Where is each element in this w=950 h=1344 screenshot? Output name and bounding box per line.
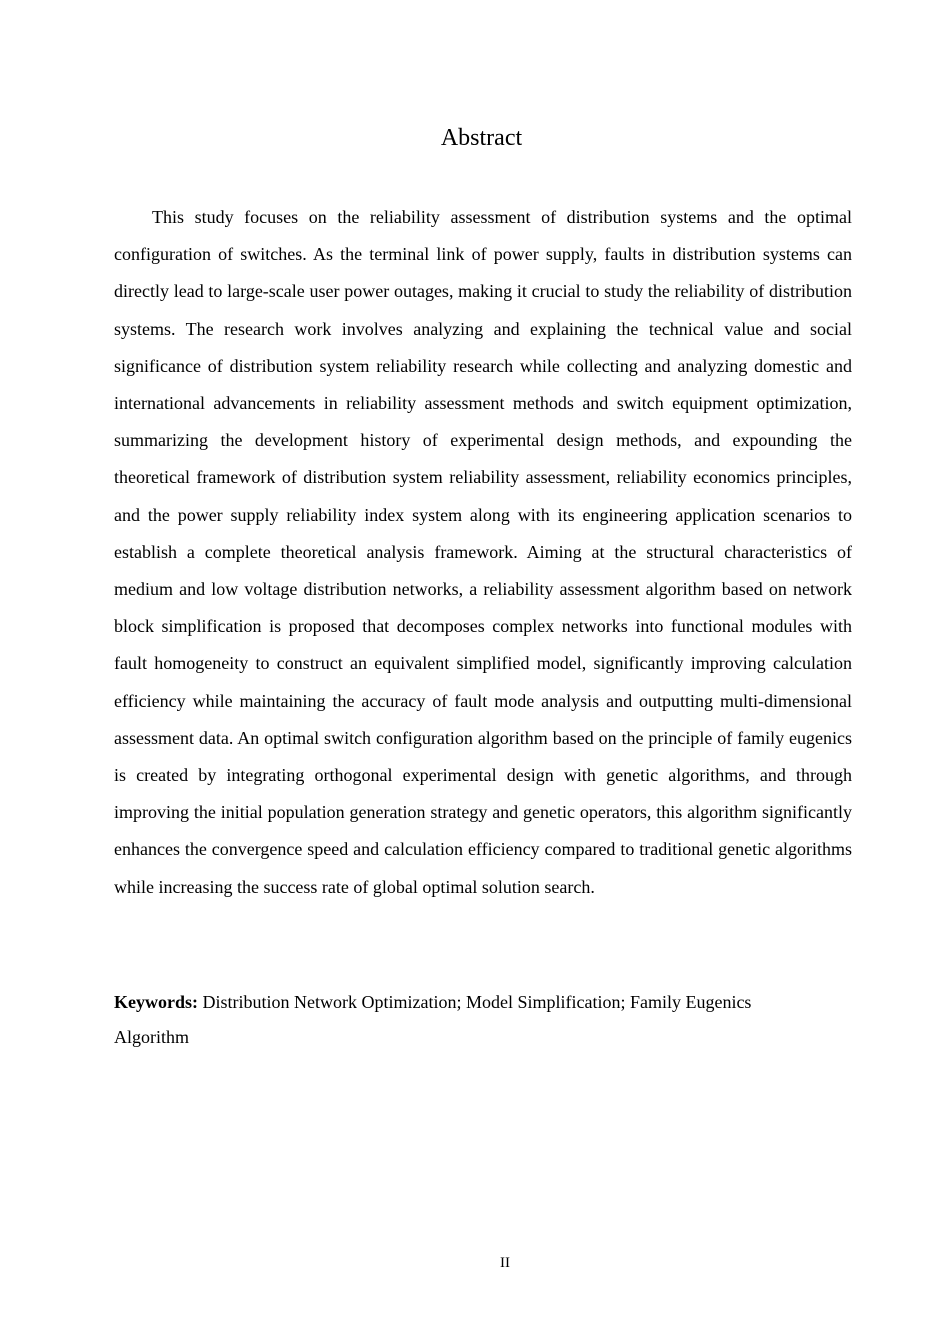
keywords-text: Distribution Network Optimization; Model Simplification; Family Eugenics Algorithm (114, 992, 752, 1047)
page-number: II (500, 1255, 510, 1271)
abstract-paragraph: This study focuses on the reliability assessment of distribution systems and the optimal configuration of switches. As the terminal link of power supply, faults in distribution systems can directly lead to large-scale user power outages, making it crucial to study the reliability of distribution systems. The research work involves analyzing and explaining the technical value and social significance of distribution system reliability research while collecting and analyzing domestic and international advancements in reliability assessment methods and switch equipment optimization, summarizing the development history of experimental design methods, and expounding the theoretical framework of distribution system reliability assessment, reliability economics principles, and the power supply reliability index system along with its engineering application scenarios to establish a complete theoretical analysis framework. Aiming at the structural characteristics of medium and low voltage distribution networks, a reliability assessment algorithm based on network block simplification is proposed that decomposes complex networks into functional modules with fault homogeneity to construct an equivalent simplified model, significantly improving calculation efficiency while maintaining the accuracy of fault mode analysis and outputting multi-dimensional assessment data. An optimal switch configuration algorithm based on the principle of family eugenics is created by integrating orthogonal experimental design with genetic algorithms, and through improving the initial population generation strategy and genetic operators, this algorithm significantly enhances the convergence speed and calculation efficiency compared to traditional genetic algorithms while increasing the success rate of global optimal solution search. (114, 207, 852, 897)
keywords-label: Keywords: (114, 992, 198, 1012)
page-title: Abstract (440, 125, 523, 151)
keywords-line (114, 985, 814, 1055)
